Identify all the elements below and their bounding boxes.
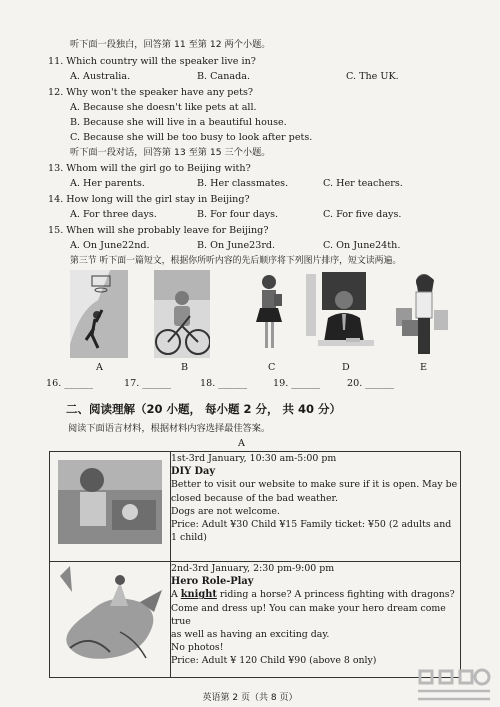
blank-20[interactable]: 20. ______: [347, 378, 395, 389]
picture-a-basketball: [70, 270, 128, 358]
picture-d-teacher: [304, 270, 384, 358]
hero-text-1: A knight riding a horse? A princess fighting with dragons?: [171, 589, 455, 601]
q15-option-a: A. On June22nd.: [70, 240, 150, 251]
diy-text-1: Better to visit our website to make sure if it is open. May be: [171, 479, 458, 491]
ad-row-hero: [50, 562, 461, 678]
q14-option-c: C. For five days.: [323, 209, 402, 220]
q13-option-a: A. Her parents.: [70, 178, 145, 189]
picture-c-girl: [252, 272, 286, 358]
diy-text-3: Dogs are not welcome.: [171, 505, 280, 517]
hero-title: Hero Role-Play: [171, 576, 254, 588]
q14-option-a: A. For three days.: [70, 209, 157, 220]
watermark-logo: [414, 665, 494, 705]
question-14: 14. How long will the girl stay in Beijing?: [48, 194, 250, 205]
picture-label-d: D: [342, 362, 350, 373]
page-footer: 英语第 2 页（共 8 页）: [202, 693, 298, 703]
keyword-knight: knight: [180, 589, 217, 601]
diy-price: Price: Adult ¥30 Child ¥15 Family ticket: ¥50 (2 adults and: [171, 519, 452, 531]
diy-day-details: [171, 452, 461, 562]
instruction-13-15: 听下面一段对话，回答第 13 至第 15 三个小题。: [70, 147, 271, 158]
knight-dragon-drawing: [50, 562, 170, 673]
q12-option-c: C. Because she will be too busy to look after pets.: [70, 132, 313, 143]
hero-time: 2nd-3rd January, 2:30 pm-9:00 pm: [171, 563, 335, 574]
question-13: 13. Whom will the girl go to Beijing with?: [48, 163, 251, 174]
q11-option-b: B. Canada.: [197, 71, 251, 82]
picture-label-e: E: [420, 362, 428, 373]
diy-price-cont: 1 child): [171, 532, 207, 544]
hero-text-2: Come and dress up! You can make your hero dream come true: [171, 602, 446, 627]
instruction-11-12: 听下面一段独白，回答第 11 至第 12 两个小题。: [70, 39, 271, 50]
passage-label-a: A: [238, 438, 245, 449]
hero-text-4: No photos!: [171, 642, 224, 654]
diy-text-2: closed because of the bad weather.: [171, 492, 338, 504]
question-12: 12. Why won't the speaker have any pets?: [48, 87, 254, 98]
hero-role-play-details: [171, 562, 461, 678]
diy-photo: [50, 452, 170, 557]
hero-text-3: as well as having an exciting day.: [171, 629, 330, 641]
section2-instruction: 阅读下面语言材料，根据材料内容选择最佳答案。: [68, 423, 271, 434]
q11-option-a: A. Australia.: [70, 71, 131, 82]
q14-option-b: B. For four days.: [197, 209, 279, 220]
diy-time: 1st-3rd January, 10:30 am-5:00 pm: [171, 453, 337, 464]
question-15: 15. When will she probably leave for Beijing?: [48, 225, 269, 236]
ad-row-diy: [50, 452, 461, 562]
instruction-part3: 第三节 听下面一篇短文，根据你所听内容的先后顺序将下列图片排序，短文读两遍。: [70, 256, 402, 266]
picture-e-shopping: [394, 272, 454, 358]
q12-option-b: B. Because she will live in a beautiful house.: [70, 117, 287, 128]
blank-17[interactable]: 17. ______: [124, 378, 172, 389]
picture-label-b: B: [181, 362, 189, 373]
question-11: 11. Which country will the speaker live in?: [48, 56, 256, 67]
blank-16[interactable]: 16. ______: [46, 378, 94, 389]
blank-18[interactable]: 18. ______: [200, 378, 248, 389]
section2-heading: 二、阅读理解（20 小题， 每小题 2 分， 共 40 分）: [66, 402, 342, 416]
picture-label-c: C: [268, 362, 276, 373]
picture-b-cycling: [154, 270, 210, 358]
blank-19[interactable]: 19. ______: [273, 378, 321, 389]
q15-option-b: B. On June23rd.: [197, 240, 276, 251]
hero-price: Price: Adult ¥ 120 Child ¥90 (above 8 only): [171, 655, 377, 667]
picture-label-a: A: [96, 362, 103, 373]
q13-option-c: C. Her teachers.: [323, 178, 403, 189]
q15-option-c: C. On June24th.: [323, 240, 401, 251]
q11-option-c: C. The UK.: [346, 71, 399, 82]
diy-title: DIY Day: [171, 466, 216, 478]
q12-option-a: A. Because she doesn't like pets at all.: [70, 102, 257, 113]
advertisement-table: [49, 451, 461, 678]
q13-option-b: B. Her classmates.: [197, 178, 289, 189]
